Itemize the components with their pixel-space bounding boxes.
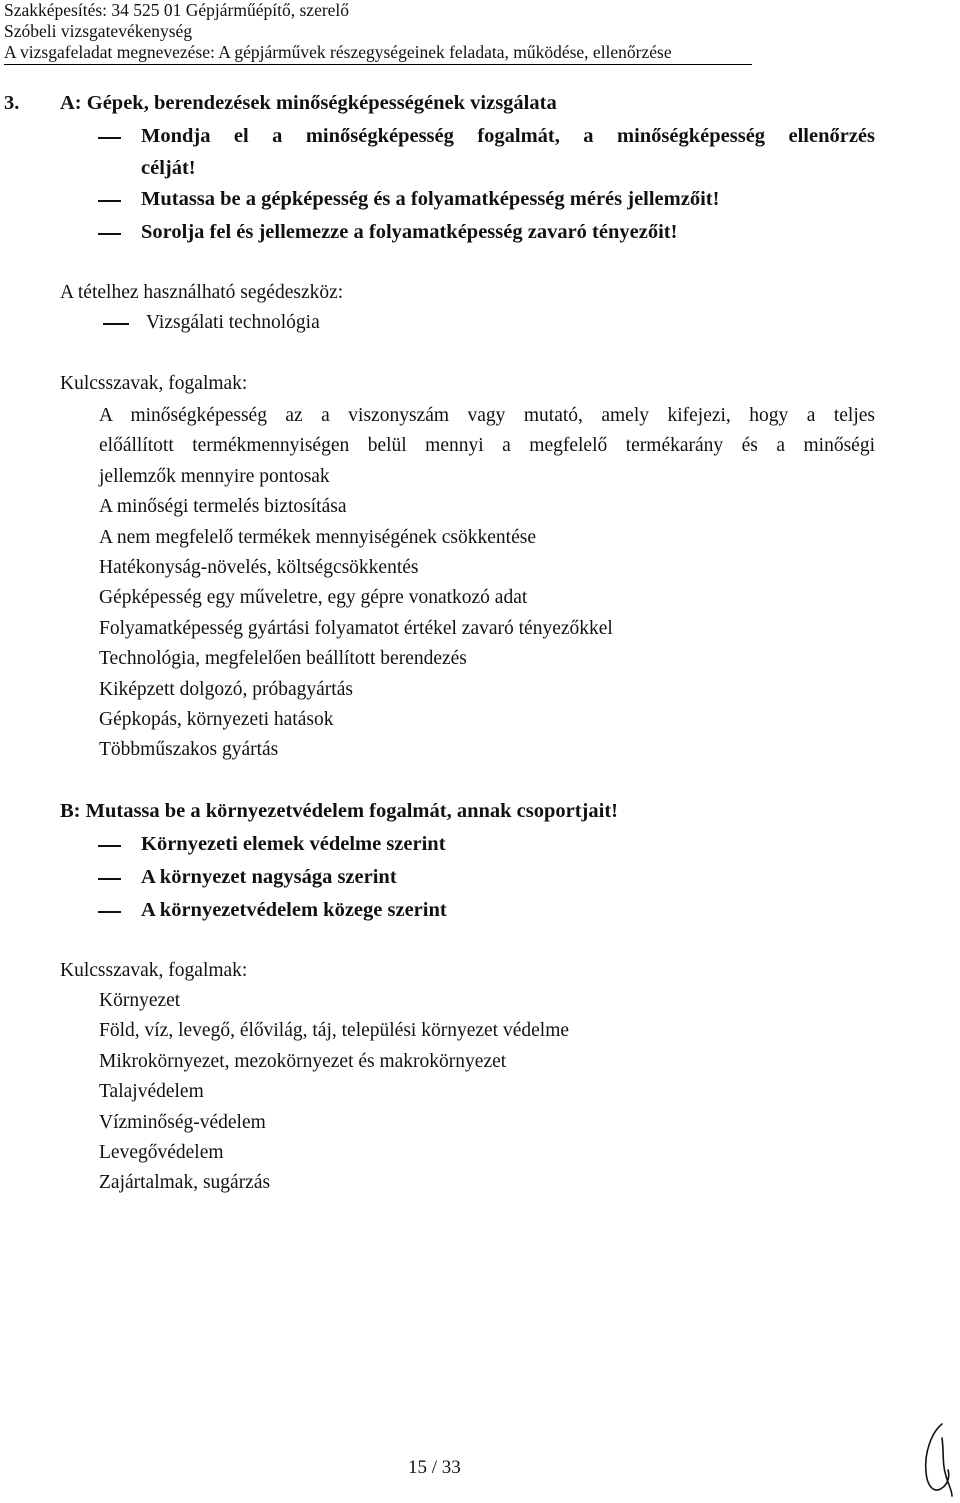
keyword-line: Zajártalmak, sugárzás — [99, 1172, 271, 1194]
section-a-item-3: Sorolja fel és jellemezze a folyamatképesség zavaró tényezőit! — [141, 221, 678, 243]
keyword-line: Technológia, megfelelően beállított berendezés — [99, 648, 467, 670]
keyword-line: Talajvédelem — [99, 1081, 204, 1103]
section-b-item-1: Környezeti elemek védelme szerint — [141, 833, 446, 855]
page-header — [4, 0, 752, 65]
list-dash — [103, 323, 129, 325]
keyword-line: Föld, víz, levegő, élővilág, táj, települési környezet védelme — [99, 1020, 570, 1042]
signature-initial — [918, 1418, 954, 1500]
keywords-list — [99, 401, 875, 766]
keyword-line: Mikrokörnyezet, mezokörnyezet és makrokörnyezet — [99, 1050, 507, 1072]
keyword-line: A minőségképesség az a viszonyszám vagy mutató, amely kifejezi, hogy a teljes — [99, 405, 875, 426]
keyword-line: Vízminőség-védelem — [99, 1111, 266, 1133]
keyword-line: jellemzők mennyire pontosak — [99, 465, 330, 487]
keyword-line: Gépképesség egy műveletre, egy gépre vonatkozó adat — [99, 587, 528, 609]
list-dash — [98, 137, 121, 139]
keyword-line: Kiképzett dolgozó, próbagyártás — [99, 678, 353, 700]
section-b-title: B: Mutassa be a környezetvédelem fogalmát, annak csoportjait! — [60, 800, 618, 822]
section-a-item-1: Mondja el a minőségképesség fogalmát, a minőségképesség ellenőrzés — [141, 125, 875, 147]
list-dash — [98, 200, 121, 202]
keyword-line: Hatékonyság-növelés, költségcsökkentés — [99, 557, 419, 579]
section-a-item-1-cont: célját! — [141, 157, 196, 179]
page-number: 15 / 33 — [408, 1457, 461, 1478]
header-task-name: A vizsgafeladat megnevezése: A gépjárművek részegységeinek feladata, működése, ellenőrzése — [4, 42, 672, 62]
keyword-line: A nem megfelelő termékek mennyiségének csökkentése — [99, 526, 536, 548]
section-b-item-3: A környezetvédelem közege szerint — [141, 899, 447, 921]
keyword-line: A minőségi termelés biztosítása — [99, 496, 347, 518]
keyword-line: Környezet — [99, 990, 181, 1011]
keyword-line: előállított termékmennyiségen belül mennyi a megfelelő termékarány és a minőségi — [99, 435, 875, 457]
keywords-label: Kulcsszavak, fogalmak: — [60, 960, 248, 981]
tools-label: A tételhez használható segédeszköz: — [60, 282, 344, 303]
section-number: 3. — [4, 92, 20, 114]
tool-item: Vizsgálati technológia — [146, 312, 320, 333]
section-a-item-2: Mutassa be a gépképesség és a folyamatképesség mérés jellemzőit! — [141, 188, 720, 210]
section-a-title: A: Gépek, berendezések minőségképességének vizsgálata — [60, 92, 557, 114]
keyword-line: Többműszakos gyártás — [99, 739, 279, 761]
keyword-line: Gépkopás, környezeti hatások — [99, 709, 334, 731]
keyword-line: Folyamatképesség gyártási folyamatot értékel zavaró tényezőkkel — [99, 617, 613, 639]
list-dash — [98, 845, 121, 847]
header-exam-type: Szóbeli vizsgatevékenység — [4, 21, 193, 41]
header-qualification: Szakképesítés: 34 525 01 Gépjárműépítő, szerelő — [4, 0, 350, 20]
keywords-list — [99, 986, 569, 1199]
keywords-label: Kulcsszavak, fogalmak: — [60, 373, 248, 394]
keyword-line: Levegővédelem — [99, 1142, 224, 1164]
list-dash — [98, 878, 121, 880]
list-dash — [98, 911, 121, 913]
list-dash — [98, 233, 121, 235]
header-divider — [4, 64, 752, 65]
section-b-item-2: A környezet nagysága szerint — [141, 866, 397, 888]
